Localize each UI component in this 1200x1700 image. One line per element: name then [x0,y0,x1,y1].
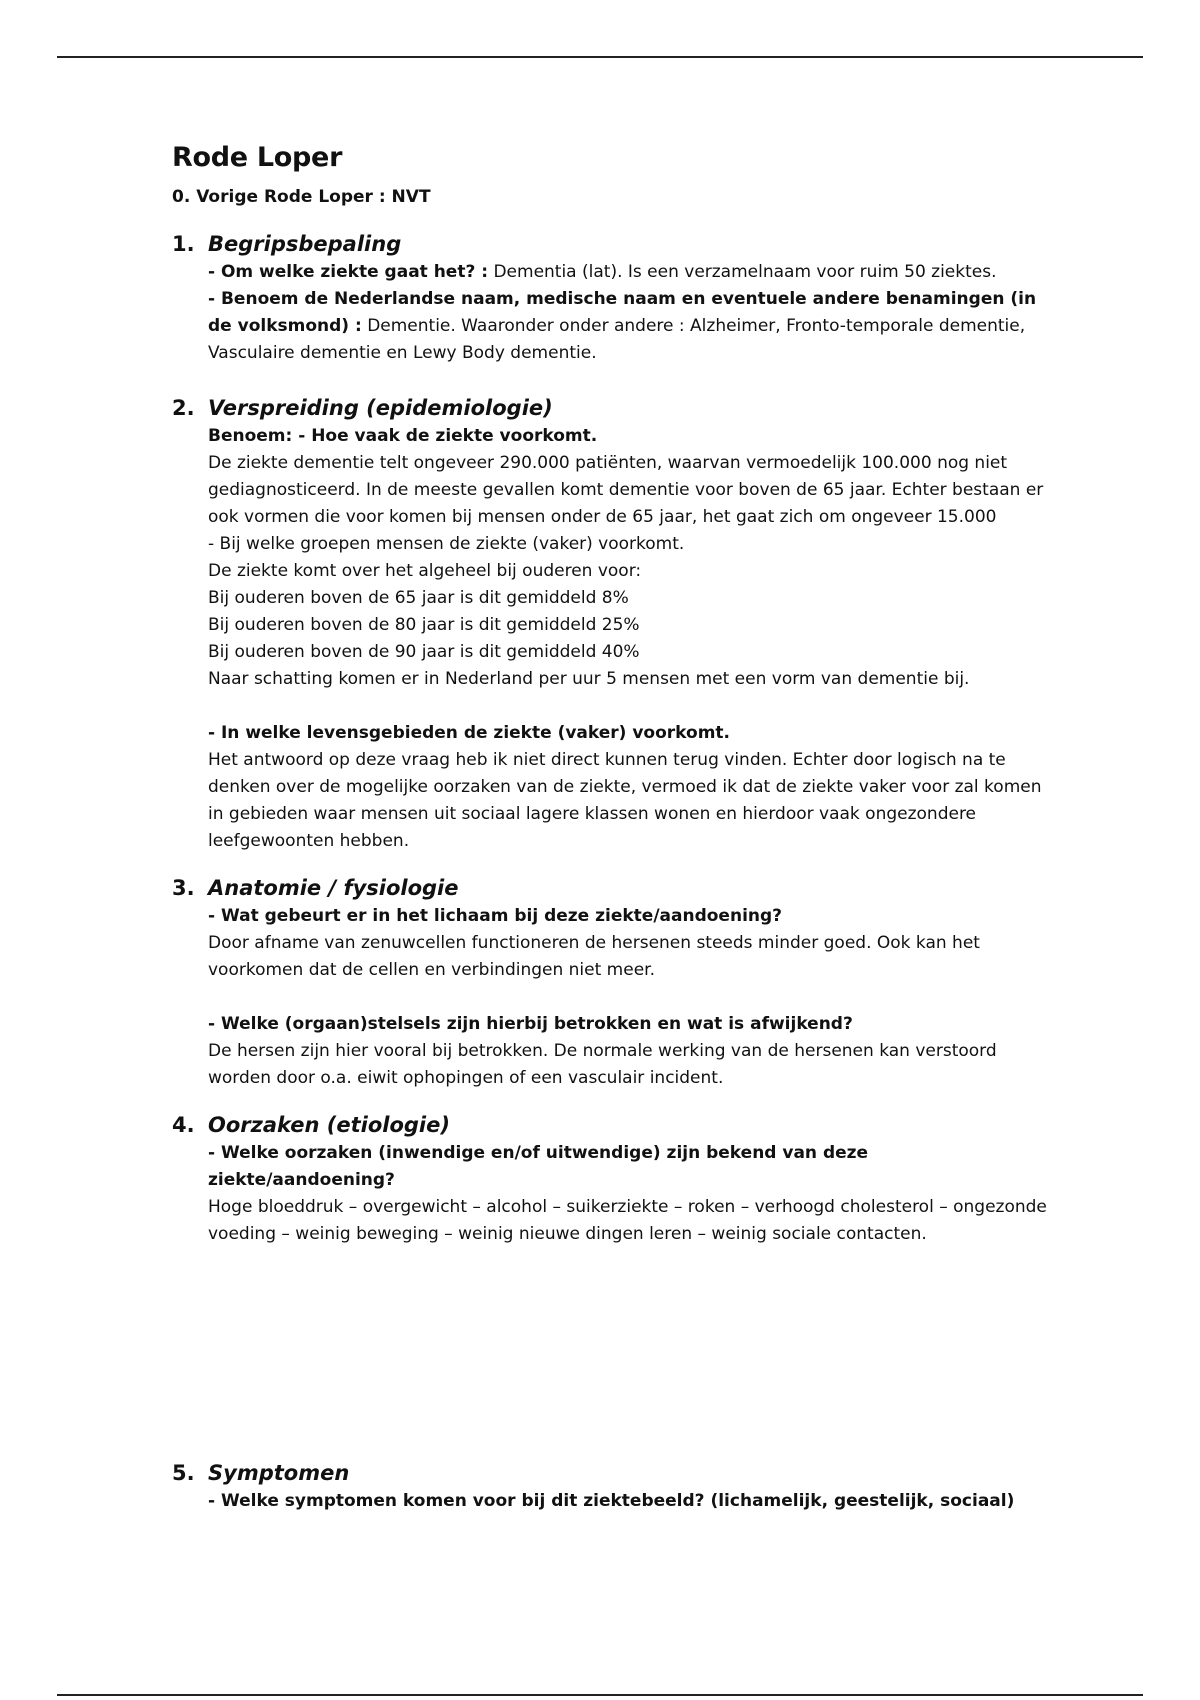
answer-line: Bij ouderen boven de 80 jaar is dit gemiddeld 25% [208,615,640,635]
section-title: Anatomie / fysiologie [208,876,459,900]
section-title: Begripsbepaling [208,232,402,256]
section-number: 1. [172,232,195,256]
section-title: Symptomen [208,1461,350,1485]
question-answer [208,259,1052,286]
section-title: Verspreiding (epidemiologie) [208,396,553,420]
section-number: 2. [172,396,195,420]
section-heading [172,1458,1052,1488]
previous-rode-loper: 0. Vorige Rode Loper : NVT [172,187,431,207]
section-heading [172,873,1052,903]
answer: Hoge bloeddruk – overgewicht – alcohol – suikerziekte – roken – verhoogd cholesterol – ongezonde voeding – weinig beweging – weinig nieuwe dingen leren – weinig sociale contacten. [208,1197,1047,1244]
question-answer [208,286,1052,367]
question: - Welke symptomen komen voor bij dit ziektebeeld? (lichamelijk, geestelijk, sociaal) [208,1491,1015,1511]
question: - Bij welke groepen mensen de ziekte (vaker) voorkomt. [208,534,685,554]
section-title: Oorzaken (etiologie) [208,1113,450,1137]
answer-line: Bij ouderen boven de 65 jaar is dit gemiddeld 8% [208,588,629,608]
answer-line: Naar schatting komen er in Nederland per uur 5 mensen met een vorm van dementie bij. [208,669,970,689]
document-title: Rode Loper [172,142,343,173]
answer: Dementie. Waaronder onder andere : Alzheimer, Fronto-temporale dementie, Vasculaire dementie en Lewy Body dementie. [208,316,1026,363]
question: - In welke levensgebieden de ziekte (vaker) voorkomt. [208,723,730,743]
question: - Welke oorzaken (inwendige en/of uitwendige) zijn bekend van deze ziekte/aandoening? [208,1143,869,1190]
question: - Benoem de Nederlandse naam, medische naam en eventuele andere benamingen (in de volksmond) : [208,289,1037,336]
question: - Wat gebeurt er in het lichaam bij deze ziekte/aandoening? [208,906,783,926]
section-number: 3. [172,876,195,900]
question: - Om welke ziekte gaat het? : [208,262,489,282]
answer: Dementia (lat). Is een verzamelnaam voor ruim 50 ziektes. [493,262,997,282]
section-anatomie [172,873,1052,1092]
document-body [172,142,1052,1515]
section-number: 5. [172,1461,195,1485]
answer: De ziekte dementie telt ongeveer 290.000 patiënten, waarvan vermoedelijk 100.000 nog niet gediagnosticeerd. In de meeste gevallen komt dementie voor boven de 65 jaar. Echter bestaan er ook vormen die voor komen bij mensen onder de 65 jaar, het gaat zich om ongeveer 15.000 [208,453,1044,527]
answer: Het antwoord op deze vraag heb ik niet direct kunnen terug vinden. Echter door logisch na te denken over de mogelijke oorzaken van de ziekte, vermoed ik dat de ziekte vaker voor zal komen in gebieden waar mensen uit sociaal lagere klassen wonen en hierdoor vaak ongezondere leefgewoonten hebben. [208,750,1042,851]
bottom-rule [57,1694,1143,1696]
answer: Door afname van zenuwcellen functioneren de hersenen steeds minder goed. Ook kan het voorkomen dat de cellen en verbindingen niet meer. [208,933,980,980]
section-heading [172,393,1052,423]
top-rule [57,56,1143,58]
question: - Welke (orgaan)stelsels zijn hierbij betrokken en wat is afwijkend? [208,1014,853,1034]
answer-line: Bij ouderen boven de 90 jaar is dit gemiddeld 40% [208,642,640,662]
section-heading [172,1110,1052,1140]
answer: De hersen zijn hier vooral bij betrokken. De normale werking van de hersenen kan verstoord worden door o.a. eiwit ophopingen of een vasculair incident. [208,1041,997,1088]
section-verspreiding [172,393,1052,855]
section-begripsbepaling [172,229,1052,367]
section-symptomen [172,1458,1052,1515]
answer-line: De ziekte komt over het algeheel bij ouderen voor: [208,561,642,581]
section-heading [172,229,1052,259]
section-oorzaken [172,1110,1052,1248]
section-number: 4. [172,1113,195,1137]
question: Benoem: - Hoe vaak de ziekte voorkomt. [208,426,598,446]
